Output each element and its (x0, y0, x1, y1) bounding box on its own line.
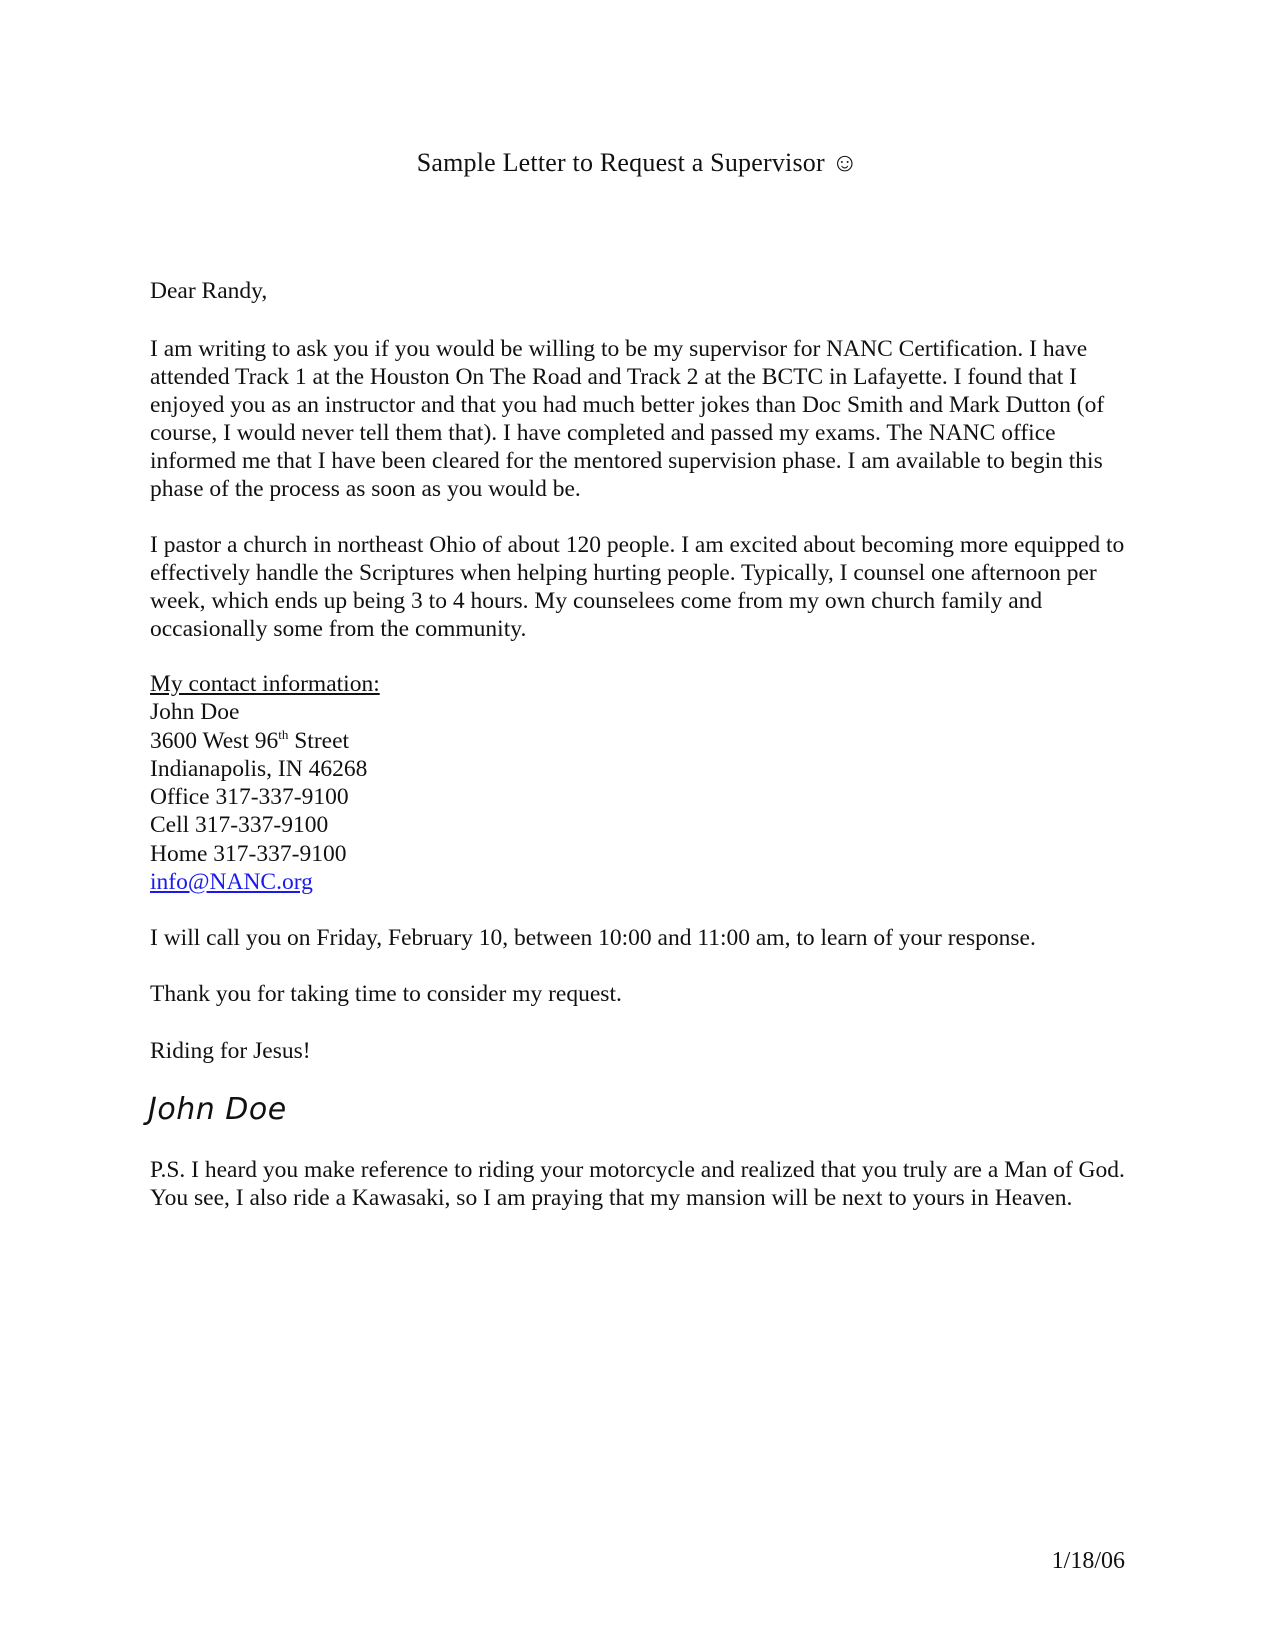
call-line: I will call you on Friday, February 10, between 10:00 and 11:00 am, to learn of your response. (150, 925, 1036, 951)
document-date: 1/18/06 (1051, 1548, 1125, 1574)
contact-name: John Doe (150, 699, 240, 726)
contact-block (150, 670, 1130, 896)
paragraph-background: I pastor a church in northeast Ohio of about 120 people. I am excited about becoming more equipped to effectively handle the Scriptures when helping hurting people. Typically, I counsel one afternoon per week, which ends up being 3 to 4 hours. My counselees come from my own church family and occasionally some from the community. (150, 532, 1125, 642)
letter-title: Sample Letter to Request a Supervisor ☺ (416, 148, 859, 177)
closing-line: Riding for Jesus! (150, 1038, 311, 1064)
contact-street-number: 3600 West 96 (150, 727, 279, 754)
salutation: Dear Randy, (150, 278, 268, 304)
contact-street-name: Street (288, 727, 350, 754)
contact-street (150, 727, 1130, 755)
contact-cell-phone: Cell 317-337-9100 (150, 812, 329, 839)
thanks-line: Thank you for taking time to consider my request. (150, 981, 622, 1007)
signature: John Doe (148, 1092, 287, 1127)
contact-home-phone: Home 317-337-9100 (150, 840, 347, 867)
contact-heading: My contact information: (150, 671, 380, 697)
paragraph-request: I am writing to ask you if you would be willing to be my supervisor for NANC Certification. I have attended Track 1 at the Houston On The Road and Track 2 at the BCTC in Lafayette. I found that I enjoyed you as an instructor and that you had much better jokes than Doc Smith and Mark Dutton (of course, I would never tell them that). I have completed and passed my exams. The NANC office informed me that I have been cleared for the mentored supervision phase. I am available to begin this phase of the process as soon as you would be. (150, 336, 1105, 502)
contact-street-ordinal: th (278, 726, 289, 742)
postscript: P.S. I heard you make reference to riding your motorcycle and realized that you truly are a Man of God. You see, I also ride a Kawasaki, so I am praying that my mansion will be next to yours in Heaven. (150, 1157, 1125, 1211)
contact-email-link[interactable]: info@NANC.org (150, 869, 313, 896)
contact-office-phone: Office 317-337-9100 (150, 784, 349, 811)
contact-city: Indianapolis, IN 46268 (150, 755, 368, 782)
